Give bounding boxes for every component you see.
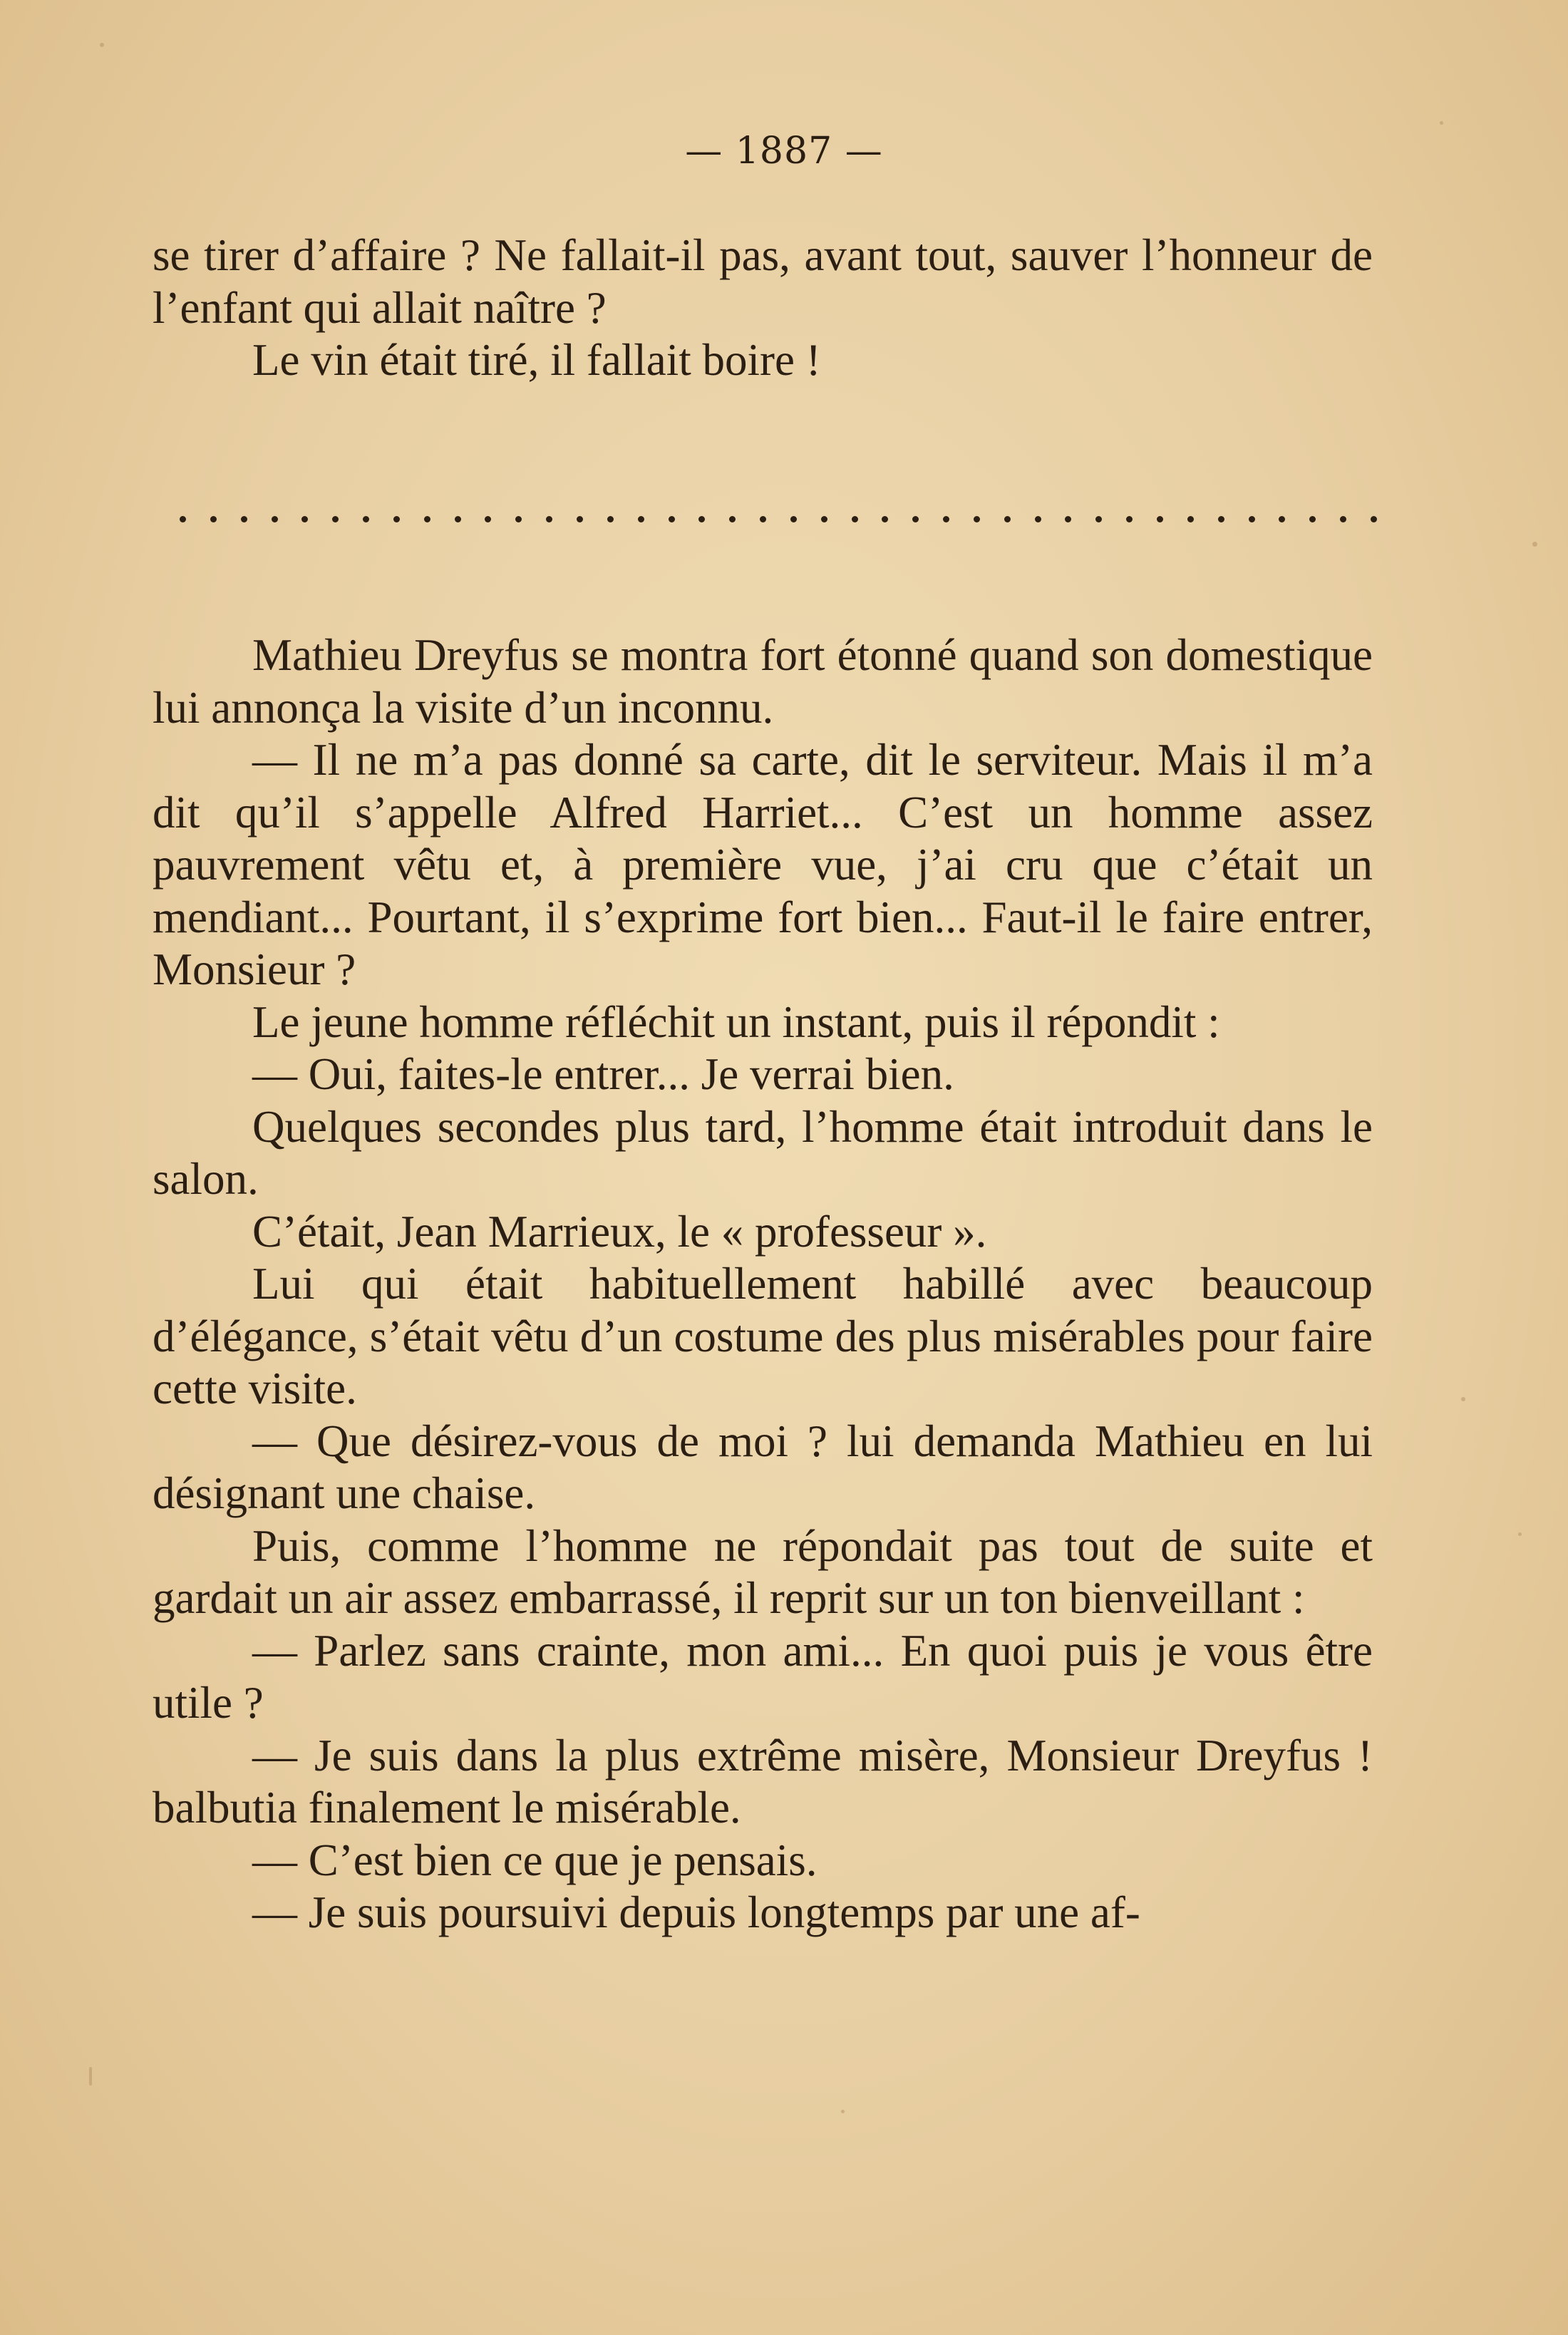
separator-dot xyxy=(698,516,705,522)
separator-dot xyxy=(241,516,247,522)
separator-dot xyxy=(1371,516,1377,522)
separator-dot xyxy=(1218,516,1224,522)
separator-dot xyxy=(852,516,858,522)
paper-speck xyxy=(1461,1397,1465,1401)
separator-dot xyxy=(790,516,797,522)
paper-speck xyxy=(841,2110,845,2113)
separator-dot xyxy=(1187,516,1194,522)
paragraph: — Je suis dans la plus extrême misère, Monsieur Dreyfus ! balbutia finalement le misérable. xyxy=(153,1730,1373,1833)
separator-dot xyxy=(1004,516,1011,522)
separator-dot xyxy=(974,516,980,522)
separator-dot xyxy=(943,516,949,522)
paragraph: Le jeune homme réfléchit un instant, puis il répondit : xyxy=(252,996,1220,1047)
page-number: — 1887 — xyxy=(685,130,883,172)
separator-dot xyxy=(1035,516,1041,522)
separator-dot xyxy=(301,516,308,522)
separator-dot xyxy=(729,516,736,522)
paper-speck xyxy=(100,43,104,47)
separator-dot xyxy=(1126,516,1133,522)
separator-dot xyxy=(363,516,369,522)
separator-dot xyxy=(1279,516,1285,522)
separator-dot xyxy=(1340,516,1346,522)
separator-dot xyxy=(332,516,339,522)
separator-dot xyxy=(669,516,675,522)
paragraph: — Parlez sans crainte, mon ami... En quoi puis je vous être utile ? xyxy=(153,1625,1373,1728)
separator-dot xyxy=(607,516,614,522)
paper-speck xyxy=(89,2067,92,2086)
paragraph: Quelques secondes plus tard, l’homme était introduit dans le salon. xyxy=(153,1101,1373,1204)
paper-speck xyxy=(1532,542,1537,547)
paragraph: Mathieu Dreyfus se montra fort étonné quand son domestique lui annonça la visite d’un inconnu. xyxy=(153,630,1373,733)
separator-dot xyxy=(485,516,491,522)
separator-dot xyxy=(180,516,186,522)
separator-dot xyxy=(760,516,766,522)
separator-dot xyxy=(455,516,461,522)
paragraph: Puis, comme l’homme ne répondait pas tout de suite et gardait un air assez embarrassé, il reprit sur un ton bienveillant : xyxy=(153,1520,1373,1623)
paragraph: — Il ne m’a pas donné sa carte, dit le serviteur. Mais il m’a dit qu’il s’appelle Alfred Harriet... C’est un homme assez pauvrement vêtu et, à première vue, j’ai cru que c’était un mendiant... Pourtant, il s’exprime fort bien... Faut-il le faire entrer, Monsieur ? xyxy=(153,735,1373,994)
separator-dot xyxy=(577,516,583,522)
separator-dot xyxy=(393,516,400,522)
paragraph: C’était, Jean Marrieux, le « professeur ». xyxy=(252,1206,987,1257)
dotted-separator xyxy=(180,512,1377,526)
paragraph: Le vin était tiré, il fallait boire ! xyxy=(252,335,821,385)
paragraph: — Que désirez-vous de moi ? lui demanda Mathieu en lui désignant une chaise. xyxy=(153,1416,1373,1518)
separator-dot xyxy=(1095,516,1102,522)
separator-dot xyxy=(1249,516,1255,522)
separator-dot xyxy=(424,516,430,522)
separator-dot xyxy=(912,516,919,522)
separator-dot xyxy=(1309,516,1316,522)
separator-dot xyxy=(882,516,888,522)
paragraph: — Je suis poursuivi depuis longtemps par une af- xyxy=(252,1887,1140,1937)
paper-speck xyxy=(1440,121,1443,125)
separator-dot xyxy=(272,516,278,522)
separator-dot xyxy=(638,516,644,522)
paragraph: — C’est bien ce que je pensais. xyxy=(252,1835,817,1885)
main-text-block xyxy=(153,629,1373,1939)
paragraph: Lui qui était habituellement habillé avec beaucoup d’élégance, s’était vêtu d’un costume des plus misérables pour faire cette visite. xyxy=(153,1259,1373,1413)
separator-dot xyxy=(1157,516,1163,522)
separator-dot xyxy=(1065,516,1071,522)
top-text-block xyxy=(153,230,1373,387)
separator-dot xyxy=(210,516,217,522)
separator-dot xyxy=(821,516,827,522)
separator-dot xyxy=(546,516,552,522)
paragraph: — Oui, faites-le entrer... Je verrai bien. xyxy=(252,1049,954,1099)
paragraph: se tirer d’affaire ? Ne fallait-il pas, avant tout, sauver l’honneur de l’enfant qui allait naître ? xyxy=(153,230,1373,333)
paper-speck xyxy=(1518,1532,1522,1536)
separator-dot xyxy=(515,516,522,522)
